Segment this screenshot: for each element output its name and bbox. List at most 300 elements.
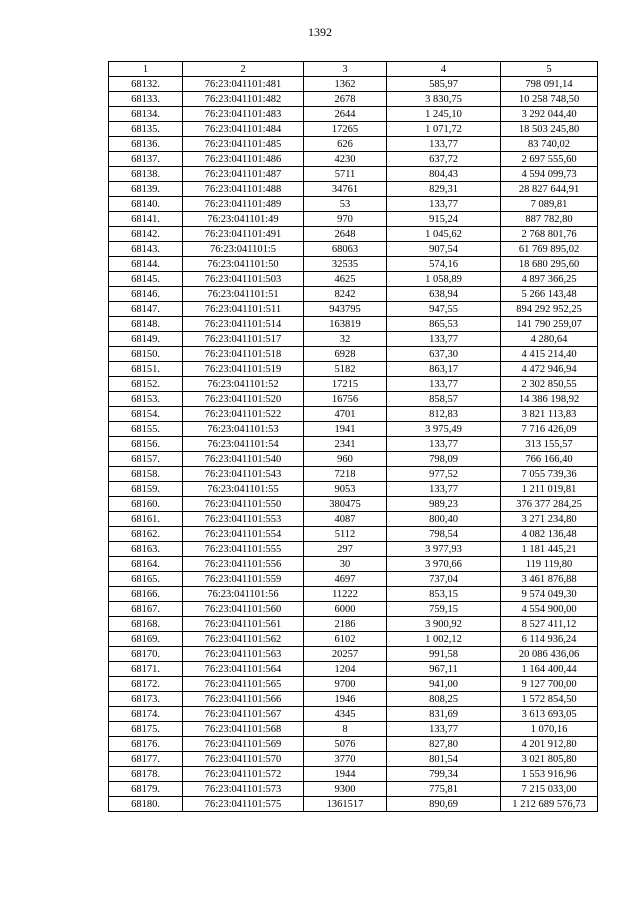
table-row bbox=[109, 257, 598, 272]
area-cell: 4697 bbox=[304, 572, 387, 587]
table-row bbox=[109, 377, 598, 392]
specific-value-cell: 638,94 bbox=[387, 287, 501, 302]
area-cell: 2341 bbox=[304, 437, 387, 452]
specific-value-cell: 863,17 bbox=[387, 362, 501, 377]
specific-value-cell: 3 900,92 bbox=[387, 617, 501, 632]
cadastral-number-cell: 76:23:041101:485 bbox=[183, 137, 304, 152]
cadastral-value-cell: 18 680 295,60 bbox=[501, 257, 598, 272]
cadastral-value-cell: 4 082 136,48 bbox=[501, 527, 598, 542]
column-header: 2 bbox=[183, 62, 304, 77]
cadastral-number-cell: 76:23:041101:489 bbox=[183, 197, 304, 212]
specific-value-cell: 989,23 bbox=[387, 497, 501, 512]
area-cell: 4625 bbox=[304, 272, 387, 287]
cadastral-value-cell: 4 554 900,00 bbox=[501, 602, 598, 617]
area-cell: 6928 bbox=[304, 347, 387, 362]
cadastral-number-cell: 76:23:041101:569 bbox=[183, 737, 304, 752]
cadastral-number-cell: 76:23:041101:553 bbox=[183, 512, 304, 527]
cadastral-value-cell: 1 211 019,81 bbox=[501, 482, 598, 497]
specific-value-cell: 907,54 bbox=[387, 242, 501, 257]
cadastral-value-cell: 3 021 805,80 bbox=[501, 752, 598, 767]
table-row bbox=[109, 512, 598, 527]
row-number-cell: 68161. bbox=[109, 512, 183, 527]
cadastral-value-cell: 119 119,80 bbox=[501, 557, 598, 572]
area-cell: 163819 bbox=[304, 317, 387, 332]
cadastral-value-cell: 894 292 952,25 bbox=[501, 302, 598, 317]
table-row bbox=[109, 242, 598, 257]
specific-value-cell: 890,69 bbox=[387, 797, 501, 812]
cadastral-number-cell: 76:23:041101:481 bbox=[183, 77, 304, 92]
table-row bbox=[109, 662, 598, 677]
specific-value-cell: 831,69 bbox=[387, 707, 501, 722]
table-row bbox=[109, 362, 598, 377]
cadastral-value-cell: 1 070,16 bbox=[501, 722, 598, 737]
area-cell: 1944 bbox=[304, 767, 387, 782]
area-cell: 2644 bbox=[304, 107, 387, 122]
specific-value-cell: 585,97 bbox=[387, 77, 501, 92]
row-number-cell: 68175. bbox=[109, 722, 183, 737]
table-row bbox=[109, 287, 598, 302]
cadastral-number-cell: 76:23:041101:488 bbox=[183, 182, 304, 197]
cadastral-number-cell: 76:23:041101:55 bbox=[183, 482, 304, 497]
cadastral-value-cell: 313 155,57 bbox=[501, 437, 598, 452]
area-cell: 17265 bbox=[304, 122, 387, 137]
cadastral-number-cell: 76:23:041101:519 bbox=[183, 362, 304, 377]
cadastral-value-cell: 2 302 850,55 bbox=[501, 377, 598, 392]
cadastral-number-cell: 76:23:041101:482 bbox=[183, 92, 304, 107]
table-row bbox=[109, 602, 598, 617]
table-row bbox=[109, 557, 598, 572]
table-row bbox=[109, 137, 598, 152]
cadastral-number-cell: 76:23:041101:562 bbox=[183, 632, 304, 647]
table-row bbox=[109, 407, 598, 422]
table-row bbox=[109, 77, 598, 92]
row-number-cell: 68172. bbox=[109, 677, 183, 692]
cadastral-number-cell: 76:23:041101:49 bbox=[183, 212, 304, 227]
cadastral-value-cell: 6 114 936,24 bbox=[501, 632, 598, 647]
specific-value-cell: 829,31 bbox=[387, 182, 501, 197]
cadastral-number-cell: 76:23:041101:560 bbox=[183, 602, 304, 617]
area-cell: 2648 bbox=[304, 227, 387, 242]
specific-value-cell: 3 970,66 bbox=[387, 557, 501, 572]
area-cell: 2678 bbox=[304, 92, 387, 107]
column-header: 4 bbox=[387, 62, 501, 77]
specific-value-cell: 1 045,62 bbox=[387, 227, 501, 242]
cadastral-number-cell: 76:23:041101:566 bbox=[183, 692, 304, 707]
specific-value-cell: 737,04 bbox=[387, 572, 501, 587]
column-header: 1 bbox=[109, 62, 183, 77]
area-cell: 4701 bbox=[304, 407, 387, 422]
cadastral-number-cell: 76:23:041101:573 bbox=[183, 782, 304, 797]
table-row bbox=[109, 317, 598, 332]
specific-value-cell: 865,53 bbox=[387, 317, 501, 332]
area-cell: 626 bbox=[304, 137, 387, 152]
cadastral-value-cell: 7 716 426,09 bbox=[501, 422, 598, 437]
row-number-cell: 68178. bbox=[109, 767, 183, 782]
area-cell: 6000 bbox=[304, 602, 387, 617]
row-number-cell: 68164. bbox=[109, 557, 183, 572]
row-number-cell: 68158. bbox=[109, 467, 183, 482]
cadastral-number-cell: 76:23:041101:567 bbox=[183, 707, 304, 722]
cadastral-number-cell: 76:23:041101:540 bbox=[183, 452, 304, 467]
area-cell: 1361517 bbox=[304, 797, 387, 812]
cadastral-value-cell: 14 386 198,92 bbox=[501, 392, 598, 407]
row-number-cell: 68176. bbox=[109, 737, 183, 752]
table-row bbox=[109, 182, 598, 197]
table-row bbox=[109, 332, 598, 347]
cadastral-value-cell: 1 212 689 576,73 bbox=[501, 797, 598, 812]
cadastral-number-cell: 76:23:041101:503 bbox=[183, 272, 304, 287]
row-number-cell: 68152. bbox=[109, 377, 183, 392]
area-cell: 68063 bbox=[304, 242, 387, 257]
table-row bbox=[109, 587, 598, 602]
specific-value-cell: 3 977,93 bbox=[387, 542, 501, 557]
cadastral-value-table bbox=[108, 61, 598, 812]
cadastral-value-cell: 2 768 801,76 bbox=[501, 227, 598, 242]
cadastral-value-cell: 7 089,81 bbox=[501, 197, 598, 212]
cadastral-number-cell: 76:23:041101:575 bbox=[183, 797, 304, 812]
row-number-cell: 68132. bbox=[109, 77, 183, 92]
cadastral-value-cell: 4 415 214,40 bbox=[501, 347, 598, 362]
specific-value-cell: 775,81 bbox=[387, 782, 501, 797]
table-body bbox=[109, 77, 598, 812]
table-row bbox=[109, 752, 598, 767]
row-number-cell: 68144. bbox=[109, 257, 183, 272]
cadastral-value-cell: 7 055 739,36 bbox=[501, 467, 598, 482]
specific-value-cell: 133,77 bbox=[387, 197, 501, 212]
specific-value-cell: 133,77 bbox=[387, 437, 501, 452]
area-cell: 943795 bbox=[304, 302, 387, 317]
table-row bbox=[109, 707, 598, 722]
cadastral-value-cell: 4 472 946,94 bbox=[501, 362, 598, 377]
cadastral-number-cell: 76:23:041101:555 bbox=[183, 542, 304, 557]
specific-value-cell: 1 058,89 bbox=[387, 272, 501, 287]
specific-value-cell: 1 002,12 bbox=[387, 632, 501, 647]
table-row bbox=[109, 452, 598, 467]
cadastral-value-cell: 3 821 113,83 bbox=[501, 407, 598, 422]
row-number-cell: 68143. bbox=[109, 242, 183, 257]
cadastral-number-cell: 76:23:041101:565 bbox=[183, 677, 304, 692]
area-cell: 380475 bbox=[304, 497, 387, 512]
area-cell: 970 bbox=[304, 212, 387, 227]
specific-value-cell: 133,77 bbox=[387, 332, 501, 347]
row-number-cell: 68146. bbox=[109, 287, 183, 302]
cadastral-value-cell: 9 127 700,00 bbox=[501, 677, 598, 692]
cadastral-number-cell: 76:23:041101:486 bbox=[183, 152, 304, 167]
area-cell: 17215 bbox=[304, 377, 387, 392]
table-row bbox=[109, 422, 598, 437]
cadastral-value-cell: 28 827 644,91 bbox=[501, 182, 598, 197]
table-row bbox=[109, 737, 598, 752]
specific-value-cell: 804,43 bbox=[387, 167, 501, 182]
table-row bbox=[109, 467, 598, 482]
specific-value-cell: 967,11 bbox=[387, 662, 501, 677]
table-row bbox=[109, 572, 598, 587]
area-cell: 297 bbox=[304, 542, 387, 557]
area-cell: 7218 bbox=[304, 467, 387, 482]
row-number-cell: 68151. bbox=[109, 362, 183, 377]
cadastral-number-cell: 76:23:041101:570 bbox=[183, 752, 304, 767]
specific-value-cell: 3 830,75 bbox=[387, 92, 501, 107]
table-row bbox=[109, 272, 598, 287]
cadastral-number-cell: 76:23:041101:518 bbox=[183, 347, 304, 362]
table-row bbox=[109, 647, 598, 662]
specific-value-cell: 133,77 bbox=[387, 722, 501, 737]
cadastral-value-cell: 3 613 693,05 bbox=[501, 707, 598, 722]
row-number-cell: 68147. bbox=[109, 302, 183, 317]
row-number-cell: 68157. bbox=[109, 452, 183, 467]
cadastral-value-cell: 3 292 044,40 bbox=[501, 107, 598, 122]
area-cell: 5076 bbox=[304, 737, 387, 752]
cadastral-value-cell: 10 258 748,50 bbox=[501, 92, 598, 107]
row-number-cell: 68170. bbox=[109, 647, 183, 662]
table-row bbox=[109, 797, 598, 812]
specific-value-cell: 637,72 bbox=[387, 152, 501, 167]
cadastral-value-cell: 3 461 876,88 bbox=[501, 572, 598, 587]
cadastral-value-cell: 5 266 143,48 bbox=[501, 287, 598, 302]
area-cell: 8242 bbox=[304, 287, 387, 302]
cadastral-number-cell: 76:23:041101:491 bbox=[183, 227, 304, 242]
row-number-cell: 68136. bbox=[109, 137, 183, 152]
cadastral-number-cell: 76:23:041101:563 bbox=[183, 647, 304, 662]
specific-value-cell: 827,80 bbox=[387, 737, 501, 752]
table-row bbox=[109, 392, 598, 407]
cadastral-value-cell: 1 553 916,96 bbox=[501, 767, 598, 782]
cadastral-value-cell: 8 527 411,12 bbox=[501, 617, 598, 632]
cadastral-number-cell: 76:23:041101:522 bbox=[183, 407, 304, 422]
specific-value-cell: 858,57 bbox=[387, 392, 501, 407]
table-row bbox=[109, 677, 598, 692]
area-cell: 4230 bbox=[304, 152, 387, 167]
specific-value-cell: 133,77 bbox=[387, 137, 501, 152]
specific-value-cell: 798,54 bbox=[387, 527, 501, 542]
row-number-cell: 68167. bbox=[109, 602, 183, 617]
table-row bbox=[109, 107, 598, 122]
row-number-cell: 68153. bbox=[109, 392, 183, 407]
area-cell: 960 bbox=[304, 452, 387, 467]
specific-value-cell: 915,24 bbox=[387, 212, 501, 227]
cadastral-value-cell: 4 594 099,73 bbox=[501, 167, 598, 182]
row-number-cell: 68156. bbox=[109, 437, 183, 452]
page-number: 1392 bbox=[308, 25, 332, 39]
area-cell: 11222 bbox=[304, 587, 387, 602]
cadastral-value-cell: 1 572 854,50 bbox=[501, 692, 598, 707]
cadastral-value-cell: 2 697 555,60 bbox=[501, 152, 598, 167]
column-header: 3 bbox=[304, 62, 387, 77]
table-row bbox=[109, 632, 598, 647]
row-number-cell: 68135. bbox=[109, 122, 183, 137]
cadastral-number-cell: 76:23:041101:56 bbox=[183, 587, 304, 602]
cadastral-value-cell: 7 215 033,00 bbox=[501, 782, 598, 797]
row-number-cell: 68163. bbox=[109, 542, 183, 557]
row-number-cell: 68166. bbox=[109, 587, 183, 602]
specific-value-cell: 808,25 bbox=[387, 692, 501, 707]
table-row bbox=[109, 482, 598, 497]
area-cell: 34761 bbox=[304, 182, 387, 197]
specific-value-cell: 799,34 bbox=[387, 767, 501, 782]
area-cell: 4345 bbox=[304, 707, 387, 722]
area-cell: 5182 bbox=[304, 362, 387, 377]
specific-value-cell: 133,77 bbox=[387, 377, 501, 392]
row-number-cell: 68142. bbox=[109, 227, 183, 242]
cadastral-value-cell: 4 897 366,25 bbox=[501, 272, 598, 287]
row-number-cell: 68165. bbox=[109, 572, 183, 587]
area-cell: 16756 bbox=[304, 392, 387, 407]
specific-value-cell: 991,58 bbox=[387, 647, 501, 662]
area-cell: 4087 bbox=[304, 512, 387, 527]
table-row bbox=[109, 767, 598, 782]
area-cell: 9053 bbox=[304, 482, 387, 497]
cadastral-value-cell: 83 740,02 bbox=[501, 137, 598, 152]
row-number-cell: 68155. bbox=[109, 422, 183, 437]
row-number-cell: 68173. bbox=[109, 692, 183, 707]
cadastral-value-cell: 766 166,40 bbox=[501, 452, 598, 467]
table-row bbox=[109, 152, 598, 167]
table-row bbox=[109, 92, 598, 107]
cadastral-number-cell: 76:23:041101:50 bbox=[183, 257, 304, 272]
table-row bbox=[109, 347, 598, 362]
row-number-cell: 68139. bbox=[109, 182, 183, 197]
row-number-cell: 68154. bbox=[109, 407, 183, 422]
table-row bbox=[109, 617, 598, 632]
specific-value-cell: 3 975,49 bbox=[387, 422, 501, 437]
row-number-cell: 68137. bbox=[109, 152, 183, 167]
cadastral-number-cell: 76:23:041101:556 bbox=[183, 557, 304, 572]
cadastral-number-cell: 76:23:041101:517 bbox=[183, 332, 304, 347]
area-cell: 9700 bbox=[304, 677, 387, 692]
area-cell: 53 bbox=[304, 197, 387, 212]
area-cell: 32535 bbox=[304, 257, 387, 272]
row-number-cell: 68138. bbox=[109, 167, 183, 182]
table-row bbox=[109, 692, 598, 707]
area-cell: 1204 bbox=[304, 662, 387, 677]
specific-value-cell: 133,77 bbox=[387, 482, 501, 497]
cadastral-number-cell: 76:23:041101:5 bbox=[183, 242, 304, 257]
cadastral-number-cell: 76:23:041101:520 bbox=[183, 392, 304, 407]
area-cell: 5711 bbox=[304, 167, 387, 182]
cadastral-value-cell: 18 503 245,80 bbox=[501, 122, 598, 137]
specific-value-cell: 853,15 bbox=[387, 587, 501, 602]
table-row bbox=[109, 722, 598, 737]
cadastral-value-cell: 798 091,14 bbox=[501, 77, 598, 92]
specific-value-cell: 812,83 bbox=[387, 407, 501, 422]
row-number-cell: 68179. bbox=[109, 782, 183, 797]
area-cell: 6102 bbox=[304, 632, 387, 647]
row-number-cell: 68150. bbox=[109, 347, 183, 362]
cadastral-number-cell: 76:23:041101:561 bbox=[183, 617, 304, 632]
cadastral-value-cell: 61 769 895,02 bbox=[501, 242, 598, 257]
cadastral-value-cell: 4 201 912,80 bbox=[501, 737, 598, 752]
cadastral-number-cell: 76:23:041101:550 bbox=[183, 497, 304, 512]
table-row bbox=[109, 167, 598, 182]
row-number-cell: 68159. bbox=[109, 482, 183, 497]
cadastral-number-cell: 76:23:041101:484 bbox=[183, 122, 304, 137]
cadastral-number-cell: 76:23:041101:559 bbox=[183, 572, 304, 587]
area-cell: 9300 bbox=[304, 782, 387, 797]
area-cell: 1362 bbox=[304, 77, 387, 92]
cadastral-value-cell: 3 271 234,80 bbox=[501, 512, 598, 527]
cadastral-number-cell: 76:23:041101:487 bbox=[183, 167, 304, 182]
cadastral-number-cell: 76:23:041101:572 bbox=[183, 767, 304, 782]
area-cell: 32 bbox=[304, 332, 387, 347]
row-number-cell: 68148. bbox=[109, 317, 183, 332]
row-number-cell: 68177. bbox=[109, 752, 183, 767]
area-cell: 1946 bbox=[304, 692, 387, 707]
cadastral-number-cell: 76:23:041101:511 bbox=[183, 302, 304, 317]
table-row bbox=[109, 542, 598, 557]
cadastral-number-cell: 76:23:041101:53 bbox=[183, 422, 304, 437]
table-row bbox=[109, 302, 598, 317]
table-header-row bbox=[109, 62, 598, 77]
specific-value-cell: 574,16 bbox=[387, 257, 501, 272]
area-cell: 3770 bbox=[304, 752, 387, 767]
table-row bbox=[109, 122, 598, 137]
cadastral-value-cell: 376 377 284,25 bbox=[501, 497, 598, 512]
row-number-cell: 68134. bbox=[109, 107, 183, 122]
table-row bbox=[109, 212, 598, 227]
row-number-cell: 68160. bbox=[109, 497, 183, 512]
cadastral-number-cell: 76:23:041101:568 bbox=[183, 722, 304, 737]
row-number-cell: 68145. bbox=[109, 272, 183, 287]
cadastral-value-cell: 20 086 436,06 bbox=[501, 647, 598, 662]
table-row bbox=[109, 527, 598, 542]
row-number-cell: 68162. bbox=[109, 527, 183, 542]
row-number-cell: 68168. bbox=[109, 617, 183, 632]
table-row bbox=[109, 782, 598, 797]
row-number-cell: 68174. bbox=[109, 707, 183, 722]
specific-value-cell: 801,54 bbox=[387, 752, 501, 767]
specific-value-cell: 1 245,10 bbox=[387, 107, 501, 122]
specific-value-cell: 977,52 bbox=[387, 467, 501, 482]
row-number-cell: 68171. bbox=[109, 662, 183, 677]
cadastral-value-cell: 1 164 400,44 bbox=[501, 662, 598, 677]
row-number-cell: 68141. bbox=[109, 212, 183, 227]
specific-value-cell: 759,15 bbox=[387, 602, 501, 617]
cadastral-value-cell: 4 280,64 bbox=[501, 332, 598, 347]
cadastral-number-cell: 76:23:041101:54 bbox=[183, 437, 304, 452]
row-number-cell: 68180. bbox=[109, 797, 183, 812]
cadastral-value-cell: 9 574 049,30 bbox=[501, 587, 598, 602]
cadastral-number-cell: 76:23:041101:554 bbox=[183, 527, 304, 542]
cadastral-number-cell: 76:23:041101:52 bbox=[183, 377, 304, 392]
specific-value-cell: 941,00 bbox=[387, 677, 501, 692]
cadastral-value-cell: 1 181 445,21 bbox=[501, 542, 598, 557]
cadastral-number-cell: 76:23:041101:543 bbox=[183, 467, 304, 482]
specific-value-cell: 947,55 bbox=[387, 302, 501, 317]
column-header: 5 bbox=[501, 62, 598, 77]
row-number-cell: 68149. bbox=[109, 332, 183, 347]
specific-value-cell: 637,30 bbox=[387, 347, 501, 362]
area-cell: 8 bbox=[304, 722, 387, 737]
area-cell: 1941 bbox=[304, 422, 387, 437]
table-row bbox=[109, 497, 598, 512]
row-number-cell: 68169. bbox=[109, 632, 183, 647]
cadastral-number-cell: 76:23:041101:514 bbox=[183, 317, 304, 332]
table-row bbox=[109, 437, 598, 452]
table-row bbox=[109, 227, 598, 242]
cadastral-value-cell: 887 782,80 bbox=[501, 212, 598, 227]
cadastral-value-cell: 141 790 259,07 bbox=[501, 317, 598, 332]
specific-value-cell: 1 071,72 bbox=[387, 122, 501, 137]
cadastral-number-cell: 76:23:041101:51 bbox=[183, 287, 304, 302]
area-cell: 2186 bbox=[304, 617, 387, 632]
cadastral-number-cell: 76:23:041101:564 bbox=[183, 662, 304, 677]
specific-value-cell: 800,40 bbox=[387, 512, 501, 527]
area-cell: 30 bbox=[304, 557, 387, 572]
cadastral-number-cell: 76:23:041101:483 bbox=[183, 107, 304, 122]
area-cell: 5112 bbox=[304, 527, 387, 542]
specific-value-cell: 798,09 bbox=[387, 452, 501, 467]
area-cell: 20257 bbox=[304, 647, 387, 662]
